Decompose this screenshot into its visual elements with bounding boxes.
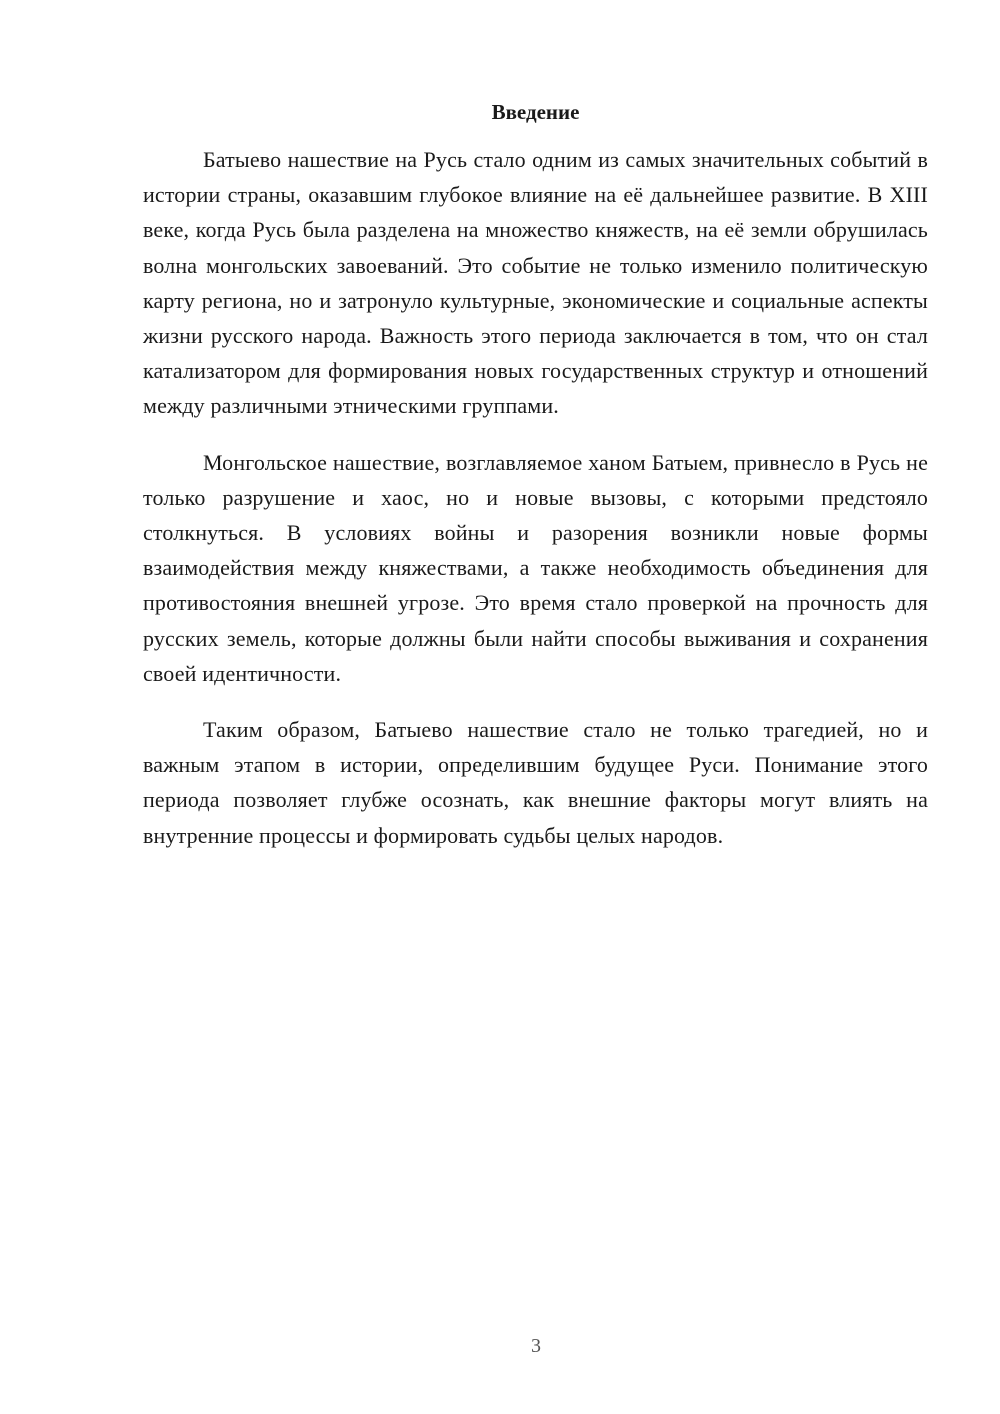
body-text xyxy=(143,142,928,874)
paragraph-2: Монгольское нашествие, возглавляемое ханом Батыем, привнесло в Русь не только разрушение и хаос, но и новые вызовы, с которыми предстояло столкнуться. В условиях войны и разорения возникли новые формы взаимодействия между княжествами, а также необходимость объединения для противостояния внешней угрозе. Это время стало проверкой на прочность для русских земель, которые должны были найти способы выживания и сохранения своей идентичности. xyxy=(143,449,928,686)
paragraph-1: Батыево нашествие на Русь стало одним из самых значительных событий в истории страны, оказавшим глубокое влияние на её дальнейшее развитие. В XIII веке, когда Русь была разделена на множество княжеств, на её земли обрушилась волна монгольских завоеваний. Это событие не только изменило политическую карту региона, но и затронуло культурные, экономические и социальные аспекты жизни русского народа. Важность этого периода заключается в том, что он стал катализатором для формирования новых государственных структур и отношений между различными этническими группами. xyxy=(143,147,928,419)
page-number: 3 xyxy=(531,1335,541,1357)
paragraph-3: Таким образом, Батыево нашествие стало не только трагедией, но и важным этапом в истории, определившим будущее Руси. Понимание этого периода позволяет глубже осознать, как внешние факторы могут влиять на внутренние процессы и формировать судьбы целых народов. xyxy=(143,717,928,848)
section-title: Введение xyxy=(491,100,580,124)
